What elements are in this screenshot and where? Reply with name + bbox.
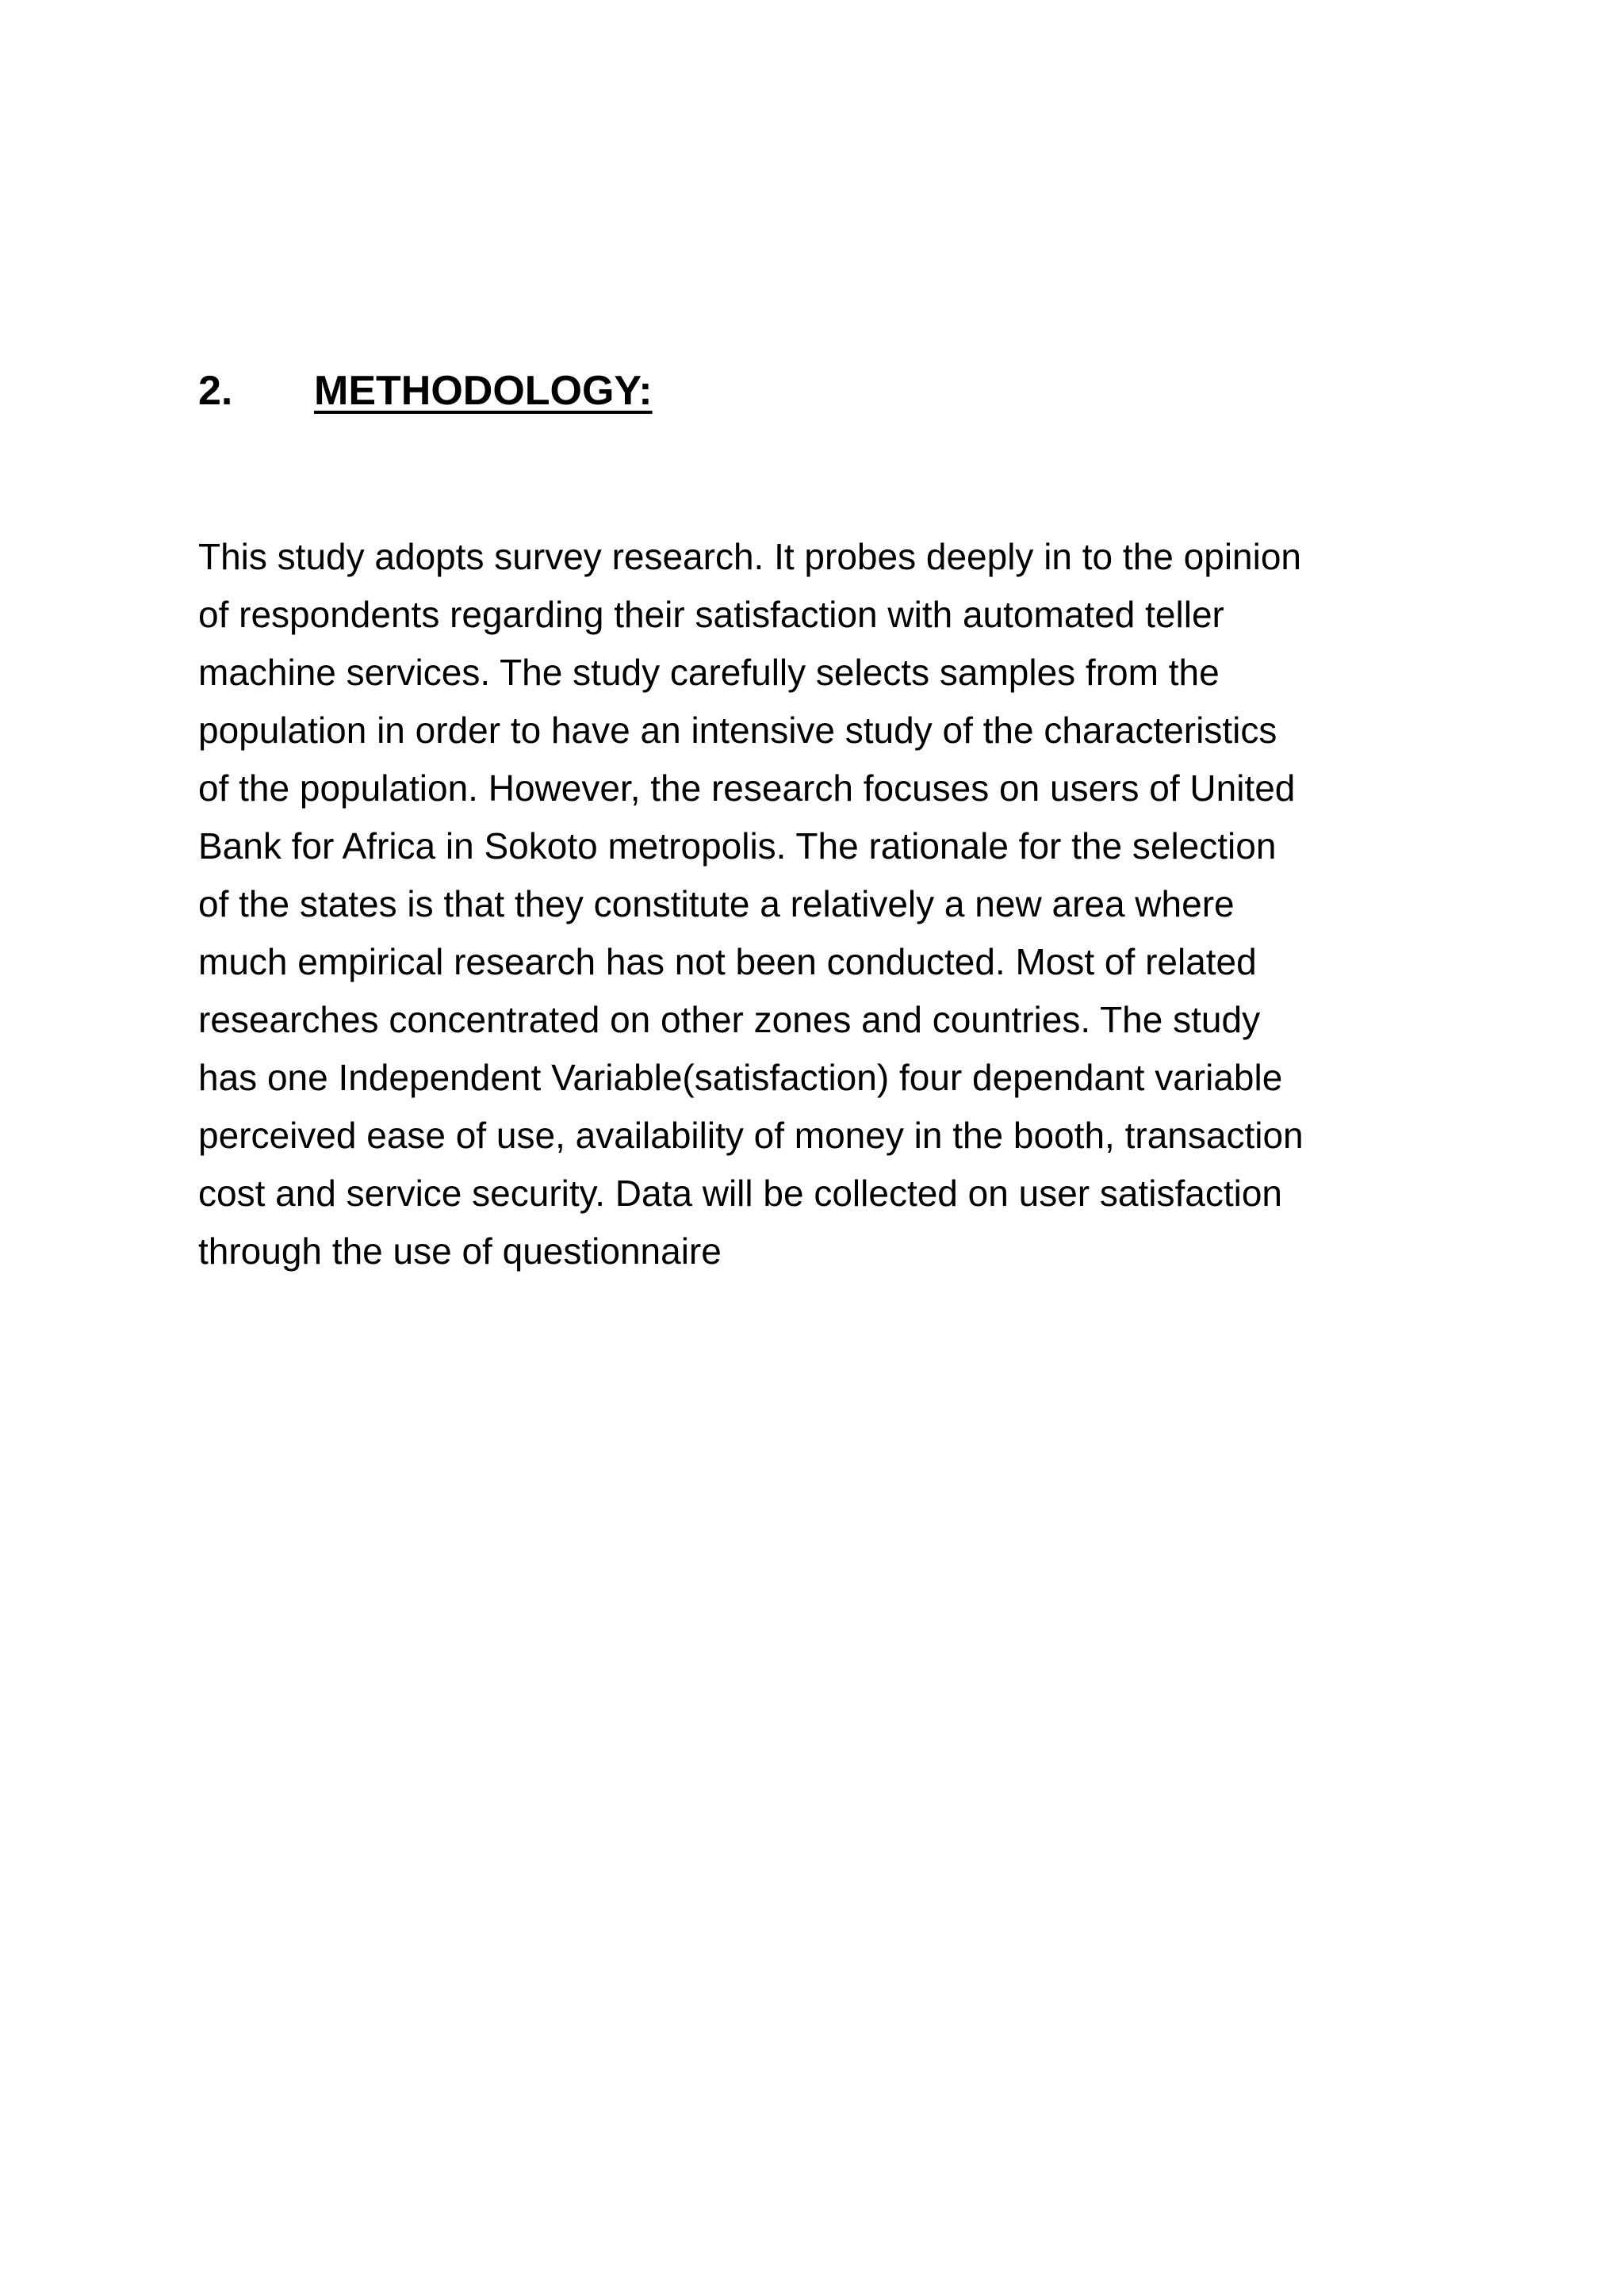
paragraph-line: researches concentrated on other zones and countries. The study <box>198 999 1261 1040</box>
paragraph-line: cost and service security. Data will be collected on user satisfaction <box>198 1173 1282 1214</box>
section-title: METHODOLOGY: <box>314 368 653 414</box>
paragraph-line: of respondents regarding their satisfaction with automated teller <box>198 594 1224 635</box>
paragraph-line: much empirical research has not been conducted. Most of related <box>198 941 1257 982</box>
paragraph-line: has one Independent Variable(satisfaction) four dependant variable <box>198 1057 1283 1098</box>
paragraph-line: perceived ease of use, availability of money in the booth, transaction <box>198 1115 1304 1156</box>
paragraph-line: population in order to have an intensive study of the characteristics <box>198 710 1277 751</box>
paragraph-line: This study adopts survey research. It probes deeply in to the opinion <box>198 536 1302 577</box>
methodology-paragraph <box>198 528 1467 1280</box>
paragraph-line: machine services. The study carefully selects samples from the <box>198 652 1220 693</box>
paragraph-line: through the use of questionnaire <box>198 1230 722 1272</box>
paragraph-line: of the population. However, the research focuses on users of United <box>198 767 1296 809</box>
paragraph-line: of the states is that they constitute a relatively a new area where <box>198 883 1235 924</box>
paragraph-line: Bank for Africa in Sokoto metropolis. The rationale for the selection <box>198 825 1277 867</box>
section-heading <box>198 363 653 419</box>
section-number: 2. <box>198 368 233 414</box>
